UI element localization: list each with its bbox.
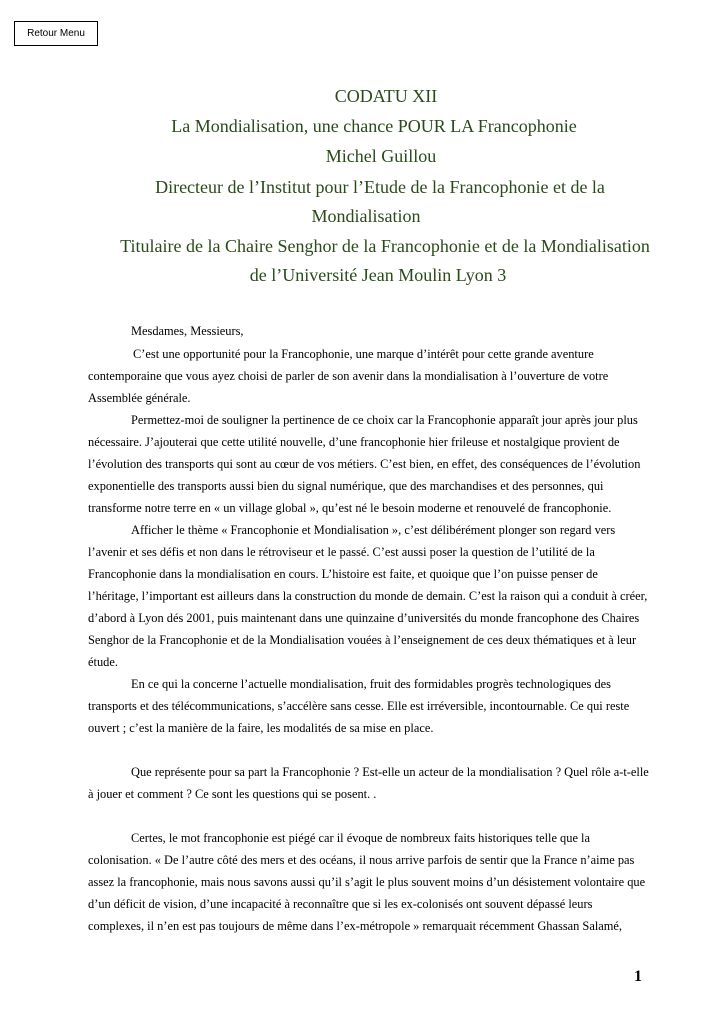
paragraph-line: complexes, il n’en est pas toujours de même dans l’ex-métropole » remarquait récemment Ghassan Salamé, [88,919,623,933]
paragraph-line: Permettez-moi de souligner la pertinence de ce choix car la Francophonie apparaît jour après jour plus [131,413,638,427]
paragraph-line: assez la francophonie, mais nous savons aussi qu’il s’agit le plus souvent moins d’un désistement volontaire que [88,875,646,889]
paragraph-line: l’héritage, l’important est ailleurs dans la construction du monde de demain. C’est la raison qui a conduit à créer, [88,589,648,603]
paragraph-line: ouvert ; c’est la manière de la faire, les modalités de sa mise en place. [88,721,434,735]
paragraph-line: En ce qui la concerne l’actuelle mondialisation, fruit des formidables progrès technologiques des [131,677,611,691]
paragraph-line: d’un déficit de vision, d’une incapacité à reconnaître que si les ex-colonisés ont souvent dépassé leurs [88,897,593,911]
salutation: Mesdames, Messieurs, [131,324,244,338]
paragraph-line: à jouer et comment ? Ce sont les questions qui se posent. . [88,787,377,801]
title-topic: La Mondialisation, une chance POUR LA Francophonie [171,116,577,136]
paragraph-line: exponentielle des transports aussi bien du signal numérique, que des marchandises et des personnes, qui [88,479,604,493]
author-name: Michel Guillou [325,146,437,166]
paragraph-line: Senghor de la Francophonie et de la Mondialisation vouées à l’enseignement de ces deux thématiques et à leur [88,633,637,647]
paragraph-line: Francophonie dans la mondialisation en cours. L’histoire est faite, et quoique que l’on puisse penser de [88,567,598,581]
paragraph-line: C’est une opportunité pour la Francophonie, une marque d’intérêt pour cette grande aventure [133,347,594,361]
paragraph-line: Certes, le mot francophonie est piégé car il évoque de nombreux faits historiques telle que la [131,831,590,845]
author-role-line2: Mondialisation [311,206,421,226]
author-chair-line2: de l’Université Jean Moulin Lyon 3 [249,265,507,285]
paragraph-line: nécessaire. J’ajouterai que cette utilité nouvelle, d’une francophonie hier frileuse et nostalgique provient de [88,435,620,449]
paragraph-line: contemporaine que vous ayez choisi de parler de son avenir dans la mondialisation à l’ouverture de votre [88,369,609,383]
paragraph-line: Assemblée générale. [88,391,191,405]
page-number: 1 [634,968,642,985]
retour-menu-button[interactable]: Retour Menu [14,21,98,46]
paragraph-line: Afficher le thème « Francophonie et Mondialisation », c’est délibérément plonger son regard vers [131,523,616,537]
author-chair-line1: Titulaire de la Chaire Senghor de la Francophonie et de la Mondialisation [120,236,650,256]
paragraph-line: d’abord à Lyon dés 2001, puis maintenant dans une quinzaine d’universités du monde francophone des Chaires [88,611,640,625]
paragraph-line: l’évolution des transports qui sont au cœur de vos métiers. C’est bien, en effet, des conséquences de l’évolution [88,457,641,471]
title-codatu: CODATU XII [334,86,438,106]
author-role-line1: Directeur de l’Institut pour l’Etude de la Francophonie et de la [155,177,605,197]
paragraph-line: l’avenir et ses défis et non dans le rétroviseur et le passé. C’est aussi poser la question de l’utilité de la [88,545,595,559]
paragraph-line: étude. [88,655,118,669]
paragraph-line: transforme notre terre en « un village global », qu’est né le besoin moderne et renouvelé de francophonie. [88,501,612,515]
paragraph-line: colonisation. « De l’autre côté des mers et des océans, il nous arrive parfois de sentir que la France n’aime pas [88,853,635,867]
paragraph-line: Que représente pour sa part la Francophonie ? Est-elle un acteur de la mondialisation ? Quel rôle a-t-elle [131,765,649,779]
paragraph-line: transports et des télécommunications, s’accélère sans cesse. Elle est irréversible, incontournable. Ce qui reste [88,699,630,713]
